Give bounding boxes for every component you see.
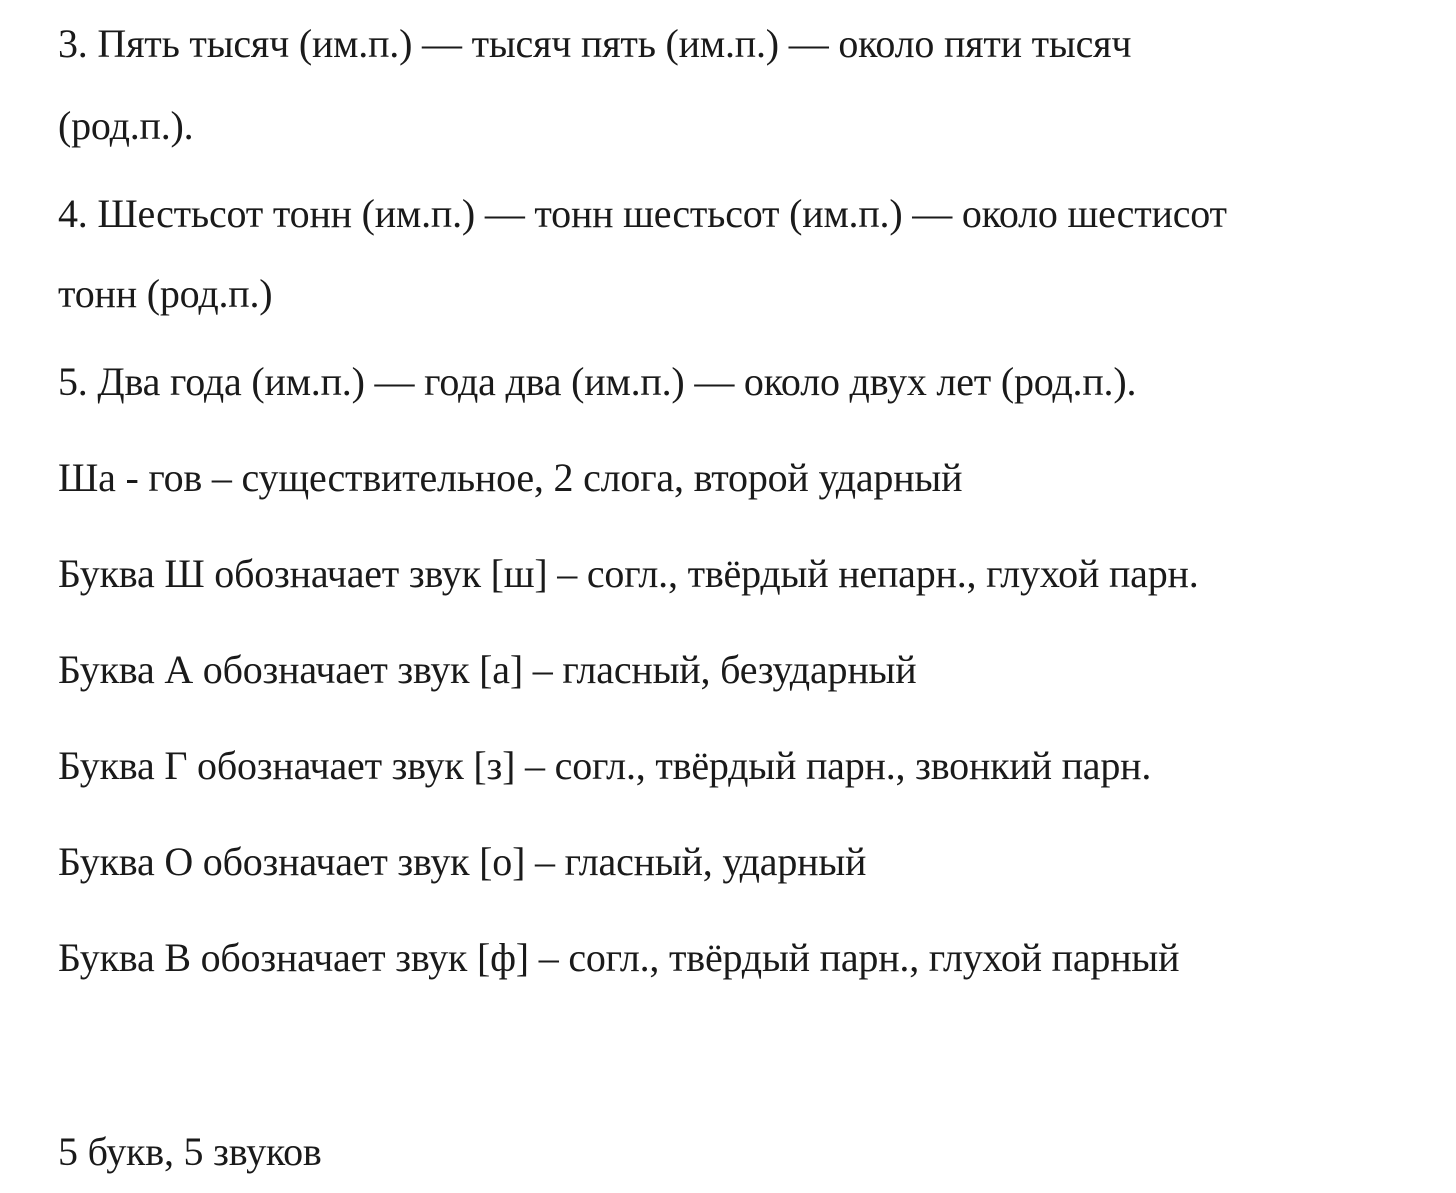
text-line-letter-o: Буква О обозначает звук [о] – гласный, ударный xyxy=(58,839,867,884)
text-line-letter-sh: Буква Ш обозначает звук [ш] – согл., твёрдый непарн., глухой парн. xyxy=(58,551,1199,596)
text-line-numeral-3-cont: (род.п.). xyxy=(58,103,194,148)
text-line-word-analysis: Ша - гов – существительное, 2 слога, второй ударный xyxy=(58,455,963,500)
text-line-summary: 5 букв, 5 звуков xyxy=(58,1129,322,1174)
text-line-numeral-5: 5. Два года (им.п.) — года два (им.п.) — около двух лет (род.п.). xyxy=(58,359,1137,404)
text-line-numeral-3: 3. Пять тысяч (им.п.) — тысяч пять (им.п.) — около пяти тысяч xyxy=(58,21,1132,66)
text-line-letter-v: Буква В обозначает звук [ф] – согл., твёрдый парн., глухой парный xyxy=(58,935,1180,980)
text-line-letter-a: Буква А обозначает звук [а] – гласный, безударный xyxy=(58,647,917,692)
text-line-numeral-4-cont: тонн (род.п.) xyxy=(58,271,273,316)
text-line-letter-g: Буква Г обозначает звук [з] – согл., твёрдый парн., звонкий парн. xyxy=(58,743,1152,788)
text-line-numeral-4: 4. Шестьсот тонн (им.п.) — тонн шестьсот (им.п.) — около шестисот xyxy=(58,191,1227,236)
